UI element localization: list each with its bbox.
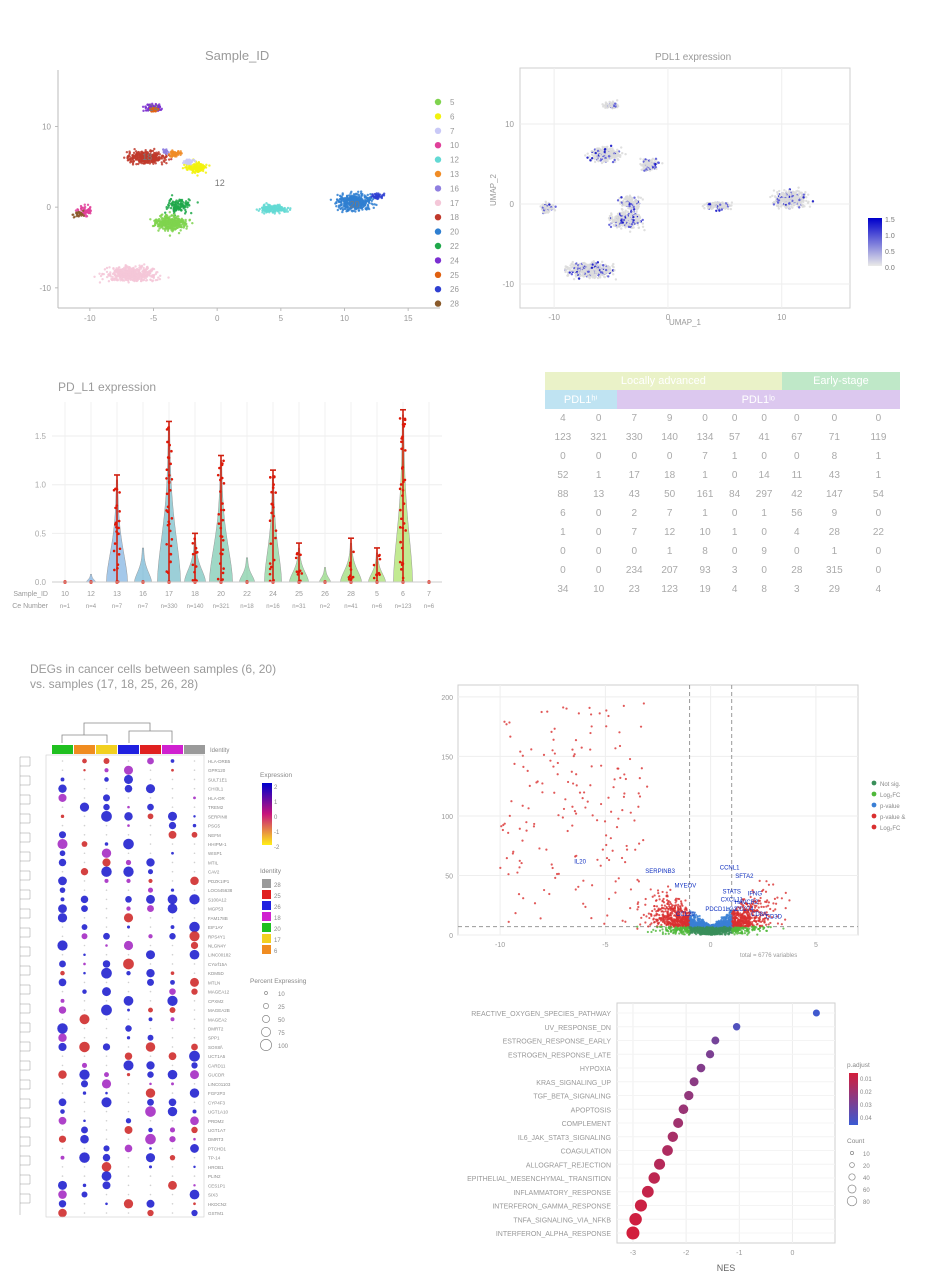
table-cell: 1 — [666, 546, 673, 557]
volcano-caption: total = 6776 variables — [740, 953, 798, 959]
gsea-plot — [395, 995, 915, 1280]
table-row — [545, 447, 900, 466]
table-cell: 0 — [794, 546, 800, 557]
table-row — [545, 485, 900, 504]
table-row — [545, 561, 900, 580]
svg-text:15: 15 — [403, 314, 413, 323]
table-cell: 297 — [755, 489, 773, 500]
violin-title: PD_L1 expression — [58, 380, 157, 394]
table-cell: 17 — [628, 470, 640, 481]
table-cell: 9 — [761, 546, 767, 557]
table-cell: 10 — [593, 584, 605, 595]
table-cell: 0 — [875, 413, 882, 424]
table-cell: 0 — [595, 527, 602, 538]
table-cell: 12 — [664, 527, 676, 538]
table-cell: 8 — [761, 584, 767, 595]
table-cell: 147 — [826, 489, 843, 500]
svg-text:5: 5 — [450, 98, 455, 107]
table-cell: 321 — [590, 432, 607, 443]
svg-text:6: 6 — [450, 112, 455, 122]
table-cell: 0 — [731, 508, 738, 519]
table-cell: 3 — [731, 565, 738, 576]
table-cell: 11 — [791, 470, 803, 481]
table-cell: 123 — [554, 432, 572, 443]
table-header-mid: PDL1ʰⁱ — [545, 390, 617, 409]
table-cell: 330 — [625, 432, 643, 443]
table-cell: 0 — [631, 451, 638, 462]
table-cell: 0 — [761, 527, 767, 538]
table-cell: 0 — [560, 451, 566, 462]
table-cell: 140 — [661, 432, 678, 443]
table-cell: 0 — [731, 546, 738, 557]
volcano-panel — [410, 665, 910, 985]
table-cell: 1 — [761, 508, 767, 519]
svg-text:17: 17 — [450, 198, 459, 208]
table-cell: 1 — [560, 527, 566, 538]
svg-text:-10: -10 — [548, 313, 560, 322]
count-table-panel — [545, 372, 910, 637]
table-cell: 1 — [702, 508, 708, 519]
table-header-top: Early-stage — [782, 372, 900, 390]
table-cell: 22 — [872, 527, 884, 538]
svg-text:22: 22 — [450, 242, 459, 251]
table-cell: 3 — [794, 584, 800, 595]
dotplot-chart — [12, 695, 432, 1270]
table-cell: 67 — [791, 432, 803, 443]
svg-text:10: 10 — [505, 120, 514, 129]
table-cell: 42 — [791, 489, 803, 500]
table-cell: 0 — [595, 565, 602, 576]
table-cell: 7 — [702, 451, 708, 462]
table-cell: 1 — [875, 451, 882, 462]
table-cell: 43 — [828, 470, 840, 481]
umap-pdl1-panel — [480, 40, 910, 330]
svg-text:20: 20 — [450, 227, 459, 237]
svg-text:0: 0 — [46, 203, 51, 213]
table-cell: 28 — [791, 565, 803, 576]
gsea-panel — [395, 995, 915, 1280]
svg-text:0.0: 0.0 — [885, 265, 895, 272]
table-cell: 84 — [729, 489, 741, 500]
svg-text:-10: -10 — [502, 280, 514, 289]
dotplot-title-line2: vs. samples (17, 18, 25, 26, 28) — [30, 677, 199, 691]
table-cell: 0 — [595, 508, 602, 519]
table-cell: 4 — [875, 584, 882, 595]
table-cell: 10 — [699, 527, 711, 538]
table-cell: 0 — [560, 565, 566, 576]
table-cell: 7 — [631, 413, 638, 424]
table-cell: 0 — [631, 546, 638, 557]
svg-text:12: 12 — [214, 177, 225, 188]
table-cell: 9 — [666, 413, 673, 424]
table-cell: 0 — [595, 413, 602, 424]
umap-pdl1-xlabel: UMAP_1 — [668, 318, 702, 327]
table-header-top: Locally advanced — [545, 372, 782, 390]
table-cell: 1 — [702, 470, 708, 481]
table-row — [545, 504, 900, 523]
table-cell: 23 — [628, 584, 640, 595]
table-cell: 0 — [794, 413, 800, 424]
table-cell: 0 — [731, 413, 738, 424]
svg-text:-10: -10 — [39, 283, 51, 293]
table-cell: 0 — [560, 546, 566, 557]
dotplot-panel — [12, 660, 432, 1270]
svg-text:7: 7 — [450, 126, 455, 136]
table-cell: 8 — [702, 546, 708, 557]
dotplot-title-line1: DEGs in cancer cells between samples (6, 20) — [30, 662, 277, 676]
svg-text:18: 18 — [142, 152, 153, 163]
svg-text:1.0: 1.0 — [885, 233, 895, 240]
table-row — [545, 542, 900, 561]
volcano-plot — [410, 665, 910, 985]
violin-panel — [10, 370, 460, 640]
svg-text:18: 18 — [450, 213, 459, 223]
table-cell: 8 — [831, 451, 838, 462]
table-row — [545, 428, 900, 447]
umap-pdl1-ylabel: UMAP_2 — [489, 173, 498, 207]
table-cell: 1 — [731, 451, 738, 462]
table-cell: 14 — [758, 470, 770, 481]
svg-text:10: 10 — [777, 313, 787, 322]
table-header-mid: PDL1ˡᵒ — [617, 390, 900, 409]
table-row — [545, 580, 900, 599]
umap-pdl1-title: PDL1 expression — [655, 52, 732, 63]
table-cell: 6 — [560, 508, 566, 519]
table-cell: 34 — [557, 584, 569, 595]
table-cell: 1 — [875, 470, 882, 481]
table-cell: 1 — [831, 546, 838, 557]
table-cell: 0 — [875, 508, 882, 519]
table-cell: 4 — [794, 527, 800, 538]
table-cell: 28 — [828, 527, 840, 538]
table-cell: 9 — [831, 508, 838, 519]
table-cell: 56 — [791, 508, 803, 519]
table-cell: 2 — [631, 508, 638, 519]
table-cell: 0 — [702, 413, 708, 424]
table-cell: 7 — [631, 527, 638, 538]
table-cell: 134 — [696, 432, 714, 443]
table-cell: 50 — [664, 489, 676, 500]
svg-text:26: 26 — [450, 285, 459, 295]
svg-text:25: 25 — [450, 270, 459, 280]
svg-text:28: 28 — [450, 299, 459, 309]
table-cell: 13 — [593, 489, 605, 500]
table-cell: 71 — [828, 432, 840, 443]
table-cell: 0 — [731, 470, 738, 481]
table-cell: 0 — [761, 565, 767, 576]
umap-pdl1-plot — [480, 40, 910, 330]
table-cell: 1 — [595, 470, 602, 481]
table-cell: 88 — [557, 489, 569, 500]
svg-text:20: 20 — [349, 199, 360, 210]
svg-text:-10: -10 — [84, 314, 96, 323]
violin-plot — [10, 370, 460, 640]
table-cell: 0 — [875, 546, 882, 557]
table-cell: 57 — [729, 432, 741, 443]
table-cell: 0 — [794, 451, 800, 462]
count-table — [545, 372, 900, 599]
svg-text:0: 0 — [214, 314, 220, 323]
table-cell: 1 — [731, 527, 738, 538]
umap-sample-id-plot — [20, 40, 470, 330]
table-cell: 93 — [699, 565, 711, 576]
table-cell: 18 — [664, 470, 676, 481]
table-cell: 0 — [595, 451, 602, 462]
svg-text:10: 10 — [340, 314, 349, 323]
umap-sample-id-title: Sample_ID — [205, 48, 270, 63]
svg-text:24: 24 — [148, 102, 159, 113]
svg-text:10: 10 — [42, 122, 51, 132]
svg-text:0: 0 — [665, 313, 671, 322]
table-cell: 4 — [560, 413, 566, 424]
table-cell: 0 — [831, 413, 838, 424]
table-cell: 52 — [557, 470, 569, 481]
svg-text:12: 12 — [450, 155, 459, 165]
svg-text:-5: -5 — [149, 314, 158, 323]
table-cell: 4 — [731, 584, 738, 595]
table-cell: 0 — [761, 413, 767, 424]
table-cell: 41 — [758, 432, 770, 443]
table-cell: 7 — [666, 508, 673, 519]
table-cell: 119 — [870, 432, 887, 443]
svg-text:0: 0 — [509, 200, 514, 209]
table-cell: 161 — [696, 489, 714, 500]
svg-text:24: 24 — [450, 256, 459, 266]
table-cell: 0 — [595, 546, 602, 557]
svg-text:13: 13 — [450, 170, 459, 179]
table-cell: 315 — [826, 565, 843, 576]
svg-text:0.5: 0.5 — [885, 249, 895, 256]
table-cell: 207 — [661, 565, 678, 576]
table-cell: 123 — [661, 584, 678, 595]
table-cell: 29 — [828, 584, 840, 595]
table-cell: 54 — [872, 489, 884, 500]
table-row — [545, 409, 900, 428]
svg-text:5: 5 — [278, 314, 284, 323]
table-cell: 43 — [628, 489, 640, 500]
table-row — [545, 523, 900, 542]
table-cell: 234 — [625, 565, 643, 576]
table-cell: 0 — [875, 565, 882, 576]
svg-text:1.5: 1.5 — [885, 217, 895, 224]
table-cell: 19 — [699, 584, 711, 595]
umap-sample-id-panel — [20, 40, 470, 330]
table-cell: 0 — [761, 451, 767, 462]
svg-text:10: 10 — [450, 141, 459, 151]
table-row — [545, 466, 900, 485]
svg-text:16: 16 — [450, 184, 459, 194]
table-cell: 0 — [666, 451, 673, 462]
